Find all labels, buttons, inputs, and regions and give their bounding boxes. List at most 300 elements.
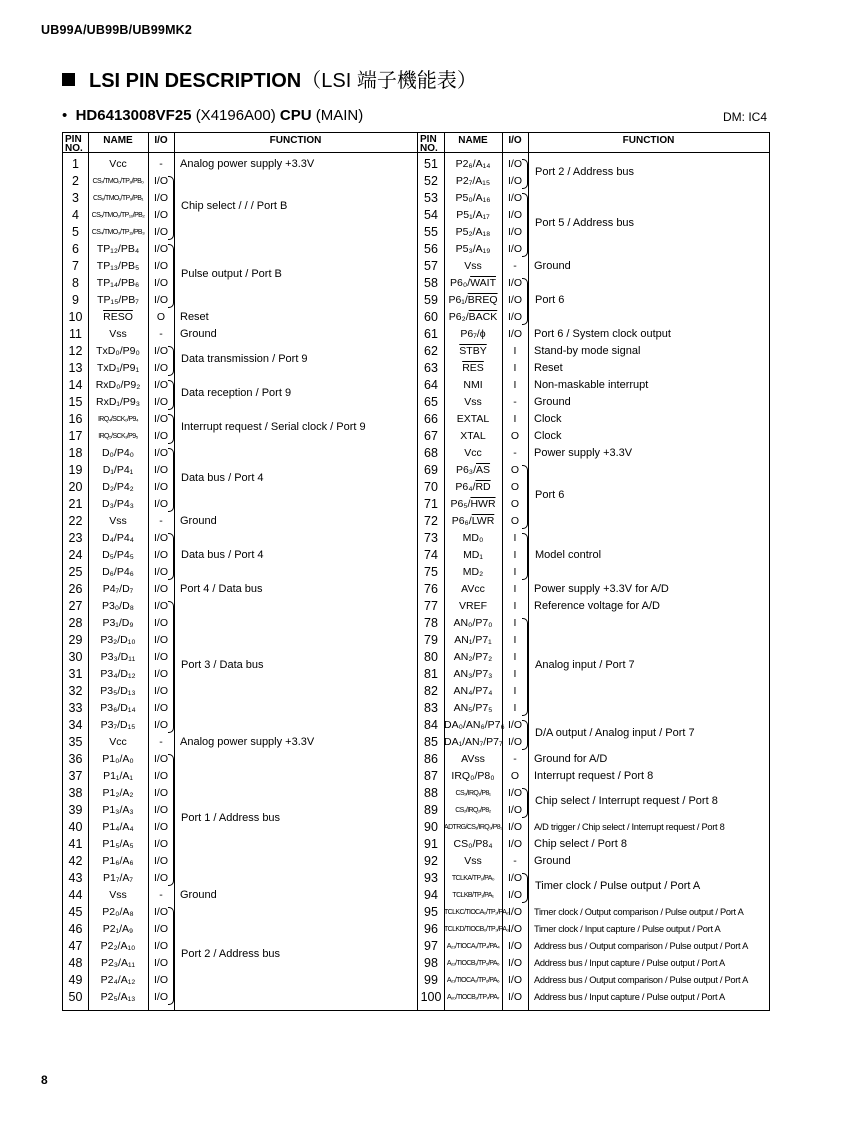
- header-io: I/O: [154, 135, 168, 146]
- header-io: I/O: [508, 135, 522, 146]
- pin-io: I/O: [507, 974, 522, 986]
- pin-io: I: [513, 651, 517, 663]
- pin-io: I/O: [507, 294, 522, 306]
- table-row: [63, 768, 417, 785]
- table-row: [63, 683, 417, 700]
- pin-name: P1₀/A₀: [102, 753, 134, 765]
- table-row: [63, 326, 417, 343]
- table-row: [63, 309, 417, 326]
- pin-number: 85: [424, 735, 438, 749]
- table-row: [418, 377, 769, 394]
- group-function: Chip select / / / Port B: [181, 200, 288, 212]
- pin-function: Reset: [180, 311, 209, 323]
- group-brace: [168, 414, 174, 444]
- pin-name: MD₂: [462, 566, 484, 578]
- pin-number: 74: [424, 548, 438, 562]
- pin-number: 77: [424, 599, 438, 613]
- pin-io: I/O: [153, 804, 168, 816]
- pin-name: IRQ₀/P8₀: [451, 770, 495, 782]
- group-brace: [168, 907, 174, 1005]
- pin-name: NMI: [463, 379, 483, 391]
- table-row: [418, 394, 769, 411]
- pin-number: 11: [69, 327, 82, 341]
- pin-name: P5₁/A₁₇: [456, 209, 490, 221]
- table-row: [418, 445, 769, 462]
- pin-io: I/O: [507, 175, 522, 187]
- pin-io: O: [510, 430, 520, 442]
- pin-number: 8: [72, 276, 79, 290]
- pin-number: 42: [68, 854, 83, 868]
- pin-io: I/O: [153, 243, 168, 255]
- group-function: Data reception / Port 9: [181, 387, 292, 399]
- pin-io: I/O: [153, 430, 168, 442]
- pin-number: 64: [424, 378, 438, 392]
- pin-name: ADTRG/CS₁/IRQ₃/P8₃: [444, 824, 503, 831]
- pin-number: 17: [68, 429, 83, 443]
- pin-number: 65: [424, 395, 438, 409]
- table-row: [418, 989, 769, 1006]
- document-header: UB99A/UB99B/UB99MK2: [41, 23, 193, 37]
- table-row: [418, 496, 769, 513]
- pin-name: AVss: [461, 753, 485, 765]
- pin-name: Vss: [464, 396, 482, 408]
- group-function: Port 5 / Address bus: [535, 217, 635, 229]
- group-brace: [168, 601, 174, 733]
- table-row: [63, 513, 417, 530]
- pin-name: P1₃/A₃: [102, 804, 134, 816]
- pin-name: Vcc: [109, 158, 127, 170]
- bullet-square-icon: [62, 73, 75, 86]
- pin-number: 12: [68, 344, 83, 358]
- pin-number: 23: [68, 531, 83, 545]
- part-cpu: CPU: [279, 107, 312, 124]
- table-row: [418, 853, 769, 870]
- pin-io: I/O: [507, 209, 522, 221]
- pin-name: D₅/P4₅: [102, 549, 134, 561]
- pin-io: I/O: [153, 481, 168, 493]
- pin-name: CS₇/TMO₀/TP₈/PB₀: [92, 178, 144, 185]
- table-row: [418, 581, 769, 598]
- pin-function: Ground: [180, 889, 217, 901]
- pin-number: 81: [424, 667, 438, 681]
- pin-number: 97: [424, 939, 438, 953]
- table-row: [418, 462, 769, 479]
- pin-name: $\overline{RES}$: [462, 362, 484, 374]
- pin-number: 61: [424, 327, 438, 341]
- table-row: [63, 734, 417, 751]
- group-function: D/A output / Analog input / Port 7: [535, 727, 695, 739]
- pin-number: 46: [68, 922, 83, 936]
- group-function: Interrupt request / Serial clock / Port 9: [181, 421, 366, 433]
- pin-io: I/O: [153, 447, 168, 459]
- pin-name: P3₀/D₈: [101, 600, 135, 612]
- pin-number: 53: [424, 191, 438, 205]
- pin-function: Interrupt request / Port 8: [534, 770, 654, 782]
- table-row: [418, 479, 769, 496]
- pin-number: 28: [68, 616, 83, 630]
- pin-name: P3₂/D₁₀: [100, 634, 136, 646]
- pin-io: O: [510, 770, 520, 782]
- pin-function: Port 6 / System clock output: [534, 328, 671, 340]
- group-brace: [522, 159, 528, 189]
- pin-number: 60: [424, 310, 438, 324]
- pin-number: 44: [68, 888, 83, 902]
- pin-io: O: [510, 515, 520, 527]
- pin-function: Reset: [534, 362, 563, 374]
- pin-number: 95: [424, 905, 438, 919]
- pin-io: I/O: [153, 345, 168, 357]
- pin-io: I/O: [153, 668, 168, 680]
- pin-io: I/O: [153, 974, 168, 986]
- pin-io: I: [513, 362, 517, 374]
- pin-name: TxD₁/P9₁: [96, 362, 140, 374]
- table-row: [63, 853, 417, 870]
- pin-function: Timer clock / Output comparison / Pulse output / Port A: [534, 907, 744, 917]
- pin-io: I/O: [153, 957, 168, 969]
- pin-io: I/O: [153, 379, 168, 391]
- pin-io: I/O: [507, 243, 522, 255]
- pin-name: A₂₂/TIOCB₁/TP₅/PA₅: [446, 960, 500, 967]
- pin-number: 16: [68, 412, 83, 426]
- pin-name: P1₇/A₇: [103, 872, 133, 884]
- pin-name: P6₇/ϕ: [460, 328, 486, 340]
- pin-name: A₂₀/TIOCB₂/TP₇/PA₇: [446, 994, 499, 1001]
- pin-number: 34: [68, 718, 83, 732]
- pin-io: I/O: [153, 396, 168, 408]
- pin-io: I/O: [153, 362, 168, 374]
- pin-number: 39: [68, 803, 83, 817]
- table-row: [63, 700, 417, 717]
- pin-io: I/O: [153, 294, 168, 306]
- pin-function: Power supply +3.3V for A/D: [534, 583, 669, 595]
- pin-number: 92: [424, 854, 438, 868]
- table-row: [63, 632, 417, 649]
- pin-number: 18: [68, 446, 83, 460]
- table-row: [418, 530, 769, 547]
- pin-name: AN₁/P7₁: [454, 634, 492, 646]
- pin-number: 99: [424, 973, 438, 987]
- pin-number: 14: [68, 378, 83, 392]
- pin-io: -: [513, 260, 517, 272]
- pin-name: P1₂/A₂: [102, 787, 134, 799]
- pin-number: 30: [68, 650, 83, 664]
- pin-io: I/O: [507, 889, 522, 901]
- pin-name: $P6_6/\overline{LWR}$: [451, 515, 495, 527]
- group-function: Port 6: [535, 489, 565, 501]
- pin-name: Vcc: [109, 736, 127, 748]
- table-row: [418, 768, 769, 785]
- table-row: [63, 921, 417, 938]
- table-row: [418, 921, 769, 938]
- pin-io: I/O: [507, 158, 522, 170]
- group-function: Model control: [535, 548, 602, 561]
- pin-name: P3₄/D₁₂: [100, 668, 136, 680]
- pin-io: -: [159, 736, 163, 748]
- pin-function: Stand-by mode signal: [534, 345, 641, 357]
- table-row: [418, 972, 769, 989]
- pin-io: I/O: [153, 532, 168, 544]
- table-row: [418, 241, 769, 258]
- pin-io: I/O: [153, 192, 168, 204]
- pin-io: I: [513, 685, 517, 697]
- pin-name: MD₁: [463, 549, 483, 561]
- pin-name: D₀/P4₀: [101, 447, 135, 459]
- table-row: [418, 955, 769, 972]
- pin-number: 13: [68, 361, 83, 375]
- pin-io: I/O: [153, 226, 168, 238]
- pin-io: I/O: [507, 821, 522, 833]
- table-row: [418, 564, 769, 581]
- pin-name: TCLKA/TP₀/PA₀: [451, 875, 495, 882]
- pin-number: 47: [68, 939, 83, 953]
- pin-io: I: [513, 532, 517, 544]
- group-brace: [168, 176, 174, 240]
- pin-io: I/O: [153, 583, 168, 595]
- pin-name: CS₂/IRQ₂/P8₂: [455, 807, 491, 814]
- pin-io: -: [513, 447, 517, 459]
- pin-name: IRQ₄/SCK₀/P9₄: [97, 416, 139, 423]
- pin-name: AN₂/P7₂: [453, 651, 493, 663]
- table-row: [418, 700, 769, 717]
- table-row: [63, 989, 417, 1006]
- pin-io: O: [510, 481, 520, 493]
- header-pin: PIN NO.: [420, 134, 438, 154]
- pin-number: 66: [424, 412, 438, 426]
- pin-number: 69: [424, 463, 438, 477]
- table-row: [418, 411, 769, 428]
- pin-function: Ground: [534, 260, 571, 272]
- group-brace: [522, 193, 528, 257]
- pin-function: A/D trigger / Chip select / Interrupt request / Port 8: [534, 822, 725, 832]
- group-function: Port 1 / Address bus: [181, 812, 281, 824]
- pin-number: 83: [424, 701, 438, 715]
- pin-io: I: [513, 600, 517, 612]
- pin-number: 3: [72, 191, 79, 205]
- pin-name: D₁/P4₁: [102, 464, 134, 476]
- pin-number: 15: [68, 395, 83, 409]
- part-subheader: [62, 107, 363, 124]
- pin-number: 68: [424, 446, 438, 460]
- pin-name: CS₄/TMO₃/TP₁₁/PB₃: [91, 229, 145, 236]
- pin-io: I: [513, 668, 517, 680]
- pin-io: I: [513, 379, 517, 391]
- pin-name: AN₃/P7₃: [453, 668, 493, 680]
- pin-name: P6₂/BACK: [448, 311, 498, 323]
- table-row: [418, 275, 769, 292]
- pin-io: I/O: [507, 787, 522, 799]
- pin-number: 1: [72, 157, 79, 171]
- table-row: [63, 972, 417, 989]
- pin-name: P2₇/A₁₅: [455, 175, 491, 187]
- pin-function: Chip select / Port 8: [534, 838, 627, 850]
- pin-io: I/O: [153, 260, 168, 272]
- pin-function: Reference voltage for A/D: [534, 600, 660, 612]
- pin-io: I: [513, 634, 517, 646]
- table-row: [418, 258, 769, 275]
- pin-number: 22: [68, 514, 83, 528]
- part-code: (X4196A00): [195, 107, 276, 124]
- pin-io: -: [513, 396, 517, 408]
- group-function: Data bus / Port 4: [181, 472, 264, 484]
- pin-name: Vss: [109, 328, 127, 340]
- pin-io: I/O: [507, 804, 522, 816]
- pin-number: 94: [424, 888, 438, 902]
- pin-name: TP₁₂/PB₄: [96, 243, 140, 255]
- group-function: Pulse output / Port B: [181, 268, 282, 280]
- group-brace: [168, 754, 174, 886]
- pin-number: 79: [424, 633, 438, 647]
- pin-io: I/O: [153, 634, 168, 646]
- group-function: Analog input / Port 7: [535, 659, 635, 671]
- pin-number: 4: [72, 208, 79, 222]
- table-row: [418, 326, 769, 343]
- pin-function: Ground: [534, 855, 571, 867]
- pin-name: RxD₀/P9₂: [95, 379, 141, 391]
- pin-io: I: [513, 617, 517, 629]
- pin-io: -: [513, 855, 517, 867]
- pin-table: [62, 132, 770, 1011]
- group-brace: [168, 346, 174, 376]
- header-name: NAME: [103, 135, 133, 146]
- pin-name: MD₀: [462, 532, 484, 544]
- pin-name: AN₅/P7₅: [453, 702, 493, 714]
- pin-number: 49: [68, 973, 83, 987]
- table-row: [418, 428, 769, 445]
- pin-name: P2₄/A₁₂: [100, 974, 136, 986]
- pin-io: I/O: [153, 753, 168, 765]
- table-row: [418, 598, 769, 615]
- group-brace: [522, 873, 528, 903]
- pin-name: P2₃/A₁₁: [100, 957, 136, 969]
- table-row: [63, 904, 417, 921]
- pin-name: AN₀/P7₀: [453, 617, 493, 629]
- pin-io: I/O: [507, 328, 522, 340]
- table-row: [418, 819, 769, 836]
- pin-name: DA₀/AN₆/P7₆: [444, 719, 505, 731]
- page-number: 8: [41, 1073, 48, 1087]
- pin-number: 75: [424, 565, 438, 579]
- pin-function: Clock: [534, 430, 562, 442]
- group-brace: [168, 533, 174, 580]
- pin-number: 24: [68, 548, 83, 562]
- pin-function: Ground: [534, 396, 571, 408]
- table-row: [63, 887, 417, 904]
- pin-name: $P6_4/\overline{RD}$: [455, 481, 491, 493]
- group-brace: [522, 465, 528, 529]
- pin-io: I/O: [153, 600, 168, 612]
- pin-number: 48: [68, 956, 83, 970]
- group-function: Timer clock / Pulse output / Port A: [535, 880, 701, 892]
- pin-io: I/O: [153, 566, 168, 578]
- pin-io: I: [513, 549, 517, 561]
- pin-number: 56: [424, 242, 438, 256]
- table-row: [63, 615, 417, 632]
- pin-name: P6₀/WAIT: [450, 277, 496, 289]
- pin-io: I/O: [507, 923, 522, 935]
- pin-name: A₂₁/TIOCA₂/TP₆/PA₆: [446, 977, 500, 984]
- table-row: [418, 632, 769, 649]
- pin-function: Power supply +3.3V: [534, 447, 633, 459]
- pin-name: P2₁/A₉: [102, 923, 134, 935]
- pin-number: 82: [424, 684, 438, 698]
- pin-number: 78: [424, 616, 438, 630]
- pin-number: 26: [68, 582, 83, 596]
- pin-name: CS₃/IRQ₁/P8₁: [455, 790, 491, 797]
- pin-number: 41: [68, 837, 83, 851]
- pin-number: 51: [424, 157, 438, 171]
- pin-name: RxD₁/P9₃: [96, 396, 140, 408]
- pin-number: 58: [424, 276, 438, 290]
- table-row: [418, 904, 769, 921]
- pin-name: EXTAL: [456, 413, 490, 425]
- pin-name: AVcc: [461, 583, 485, 595]
- pin-io: I/O: [153, 719, 168, 731]
- pin-name: P3₇/D₁₅: [100, 719, 136, 731]
- pin-name: TxD₀/P9₀: [96, 345, 140, 357]
- pin-function: Address bus / Input capture / Pulse output / Port A: [534, 992, 725, 1002]
- pin-number: 7: [72, 259, 79, 273]
- pin-number: 29: [68, 633, 83, 647]
- pin-name: Vss: [464, 260, 482, 272]
- pin-name: P3₁/D₉: [102, 617, 134, 629]
- pin-number: 36: [68, 752, 83, 766]
- pin-name: P6₁/BREQ: [448, 294, 498, 306]
- pin-name: Vss: [464, 855, 482, 867]
- pin-io: I/O: [153, 770, 168, 782]
- pin-number: 2: [72, 174, 79, 188]
- pin-number: 20: [68, 480, 83, 494]
- dm-reference: DM: IC4: [722, 110, 767, 124]
- pin-name: D₆/P4₆: [102, 566, 134, 578]
- table-row: [418, 190, 769, 207]
- table-row: [418, 513, 769, 530]
- pin-io: I/O: [153, 209, 168, 221]
- pin-io: I/O: [507, 838, 522, 850]
- pin-number: 71: [424, 497, 438, 511]
- pin-function: Address bus / Output comparison / Pulse output / Port A: [534, 941, 748, 951]
- pin-name: CS₀/P8₄: [453, 838, 493, 850]
- table-row: [418, 836, 769, 853]
- pin-table-right: [418, 133, 769, 1010]
- pin-name: $P6_5/\overline{HWR}$: [450, 498, 496, 510]
- pin-name: P1₅/A₅: [102, 838, 134, 850]
- table-row: [418, 360, 769, 377]
- pin-number: 86: [424, 752, 438, 766]
- pin-number: 57: [424, 259, 438, 273]
- group-brace: [168, 244, 174, 308]
- pin-io: I/O: [153, 277, 168, 289]
- pin-function: Analog power supply +3.3V: [180, 158, 315, 170]
- pin-io: I/O: [507, 957, 522, 969]
- pin-name: DA₁/AN₇/P7₇: [444, 736, 503, 748]
- pin-number: 63: [424, 361, 438, 375]
- pin-number: 67: [424, 429, 438, 443]
- pin-number: 89: [424, 803, 438, 817]
- part-main: (MAIN): [315, 107, 364, 124]
- pin-function: Port 4 / Data bus: [180, 583, 263, 595]
- pin-io: I/O: [507, 277, 522, 289]
- pin-io: I: [513, 345, 517, 357]
- pin-name: P5₀/A₁₆: [455, 192, 491, 204]
- group-function: Port 3 / Data bus: [181, 659, 264, 671]
- pin-name: D₃/P4₃: [102, 498, 134, 510]
- table-row: [63, 292, 417, 309]
- pin-io: I/O: [153, 855, 168, 867]
- pin-io: I/O: [153, 685, 168, 697]
- group-brace: [168, 448, 174, 512]
- table-row: [63, 785, 417, 802]
- pin-name: STBY: [459, 345, 487, 357]
